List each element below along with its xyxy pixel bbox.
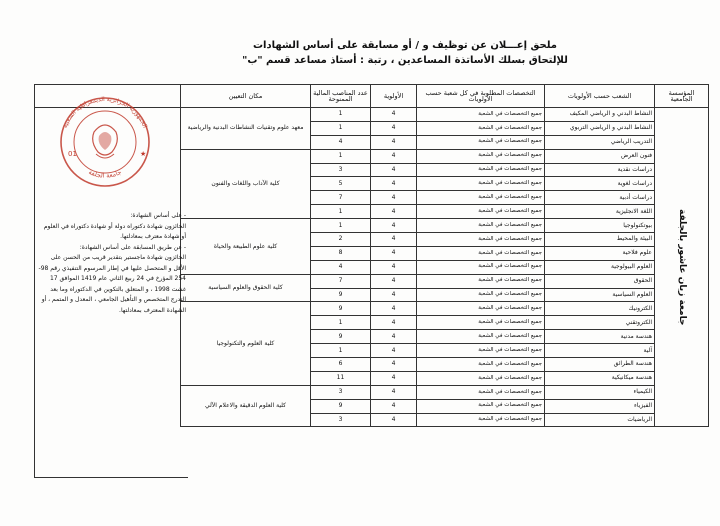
priority-cell: 4 bbox=[371, 108, 417, 122]
university-stamp bbox=[50, 90, 160, 190]
branch-cell: هندسة ميكانيكية bbox=[545, 371, 655, 385]
branch-cell: دراسات نقدية bbox=[545, 163, 655, 177]
branch-cell: اللغة الانجليزية bbox=[545, 205, 655, 219]
priority-cell: 4 bbox=[371, 274, 417, 288]
posts-cell: 3 bbox=[311, 163, 371, 177]
branch-cell: العلوم السياسية bbox=[545, 288, 655, 302]
posts-cell: 7 bbox=[311, 191, 371, 205]
branch-cell: الكترونيك bbox=[545, 302, 655, 316]
branch-cell: الكتروتقني bbox=[545, 316, 655, 330]
priority-cell: 4 bbox=[371, 246, 417, 260]
stamp-top-text: الجمهورية الجزائرية الديمقراطية الشعبية bbox=[61, 95, 149, 130]
priority-cell: 4 bbox=[371, 344, 417, 358]
specialty-cell: جميع التخصصات في الشعبة bbox=[417, 177, 545, 191]
place-cell: كلية العلوم والتكنولوجيا bbox=[181, 302, 311, 385]
specialty-cell: جميع التخصصات في الشعبة bbox=[417, 149, 545, 163]
table-body bbox=[181, 108, 709, 427]
specialty-cell: جميع التخصصات في الشعبة bbox=[417, 288, 545, 302]
specialty-cell: جميع التخصصات في الشعبة bbox=[417, 246, 545, 260]
stamp-emblem-icon bbox=[93, 125, 118, 158]
branch-cell: دراسات أدبية bbox=[545, 191, 655, 205]
specialty-cell: جميع التخصصات في الشعبة bbox=[417, 274, 545, 288]
priority-cell: 4 bbox=[371, 205, 417, 219]
specialty-cell: جميع التخصصات في الشعبة bbox=[417, 108, 545, 122]
note-line-2: الحائزون شهادة دكتوراه دولة أو شهادة دكتوراه في العلوم أو شهادة معترف بمعادلتها. bbox=[43, 222, 186, 240]
specialty-cell: جميع التخصصات في الشعبة bbox=[417, 358, 545, 372]
priority-cell: 4 bbox=[371, 413, 417, 427]
priority-cell: 4 bbox=[371, 358, 417, 372]
conditions-text bbox=[35, 211, 189, 316]
specialty-cell: جميع التخصصات في الشعبة bbox=[417, 233, 545, 247]
announcement-title: ملحق إعـــلان عن توظيف و / أو مسابقة على أساس الشهادات bbox=[252, 40, 558, 51]
posts-cell: 1 bbox=[311, 316, 371, 330]
specialty-cell: جميع التخصصات في الشعبة bbox=[417, 330, 545, 344]
posts-cell: 9 bbox=[311, 399, 371, 413]
specialty-cell: جميع التخصصات في الشعبة bbox=[417, 413, 545, 427]
posts-cell: 1 bbox=[311, 219, 371, 233]
priority-cell: 4 bbox=[371, 233, 417, 247]
table-header-row bbox=[181, 85, 709, 108]
branch-cell: آلية bbox=[545, 344, 655, 358]
svg-text:الجمهورية الجزائرية الديمقراطي bbox=[62, 96, 149, 129]
specialty-cell: جميع التخصصات في الشعبة bbox=[417, 344, 545, 358]
specialty-cell: جميع التخصصات في الشعبة bbox=[417, 260, 545, 274]
specialty-cell: جميع التخصصات في الشعبة bbox=[417, 205, 545, 219]
place-cell: كلية الحقوق والعلوم السياسية bbox=[181, 274, 311, 302]
priority-cell: 4 bbox=[371, 149, 417, 163]
priority-cell: 4 bbox=[371, 121, 417, 135]
table-row bbox=[181, 302, 709, 316]
specialty-cell: جميع التخصصات في الشعبة bbox=[417, 399, 545, 413]
posts-cell: 1 bbox=[311, 149, 371, 163]
positions-table bbox=[180, 84, 709, 427]
specialty-cell: جميع التخصصات في الشعبة bbox=[417, 371, 545, 385]
table-row bbox=[181, 385, 709, 399]
svg-text:جامعة الجلفة bbox=[87, 168, 123, 180]
branch-cell: علوم فلاحية bbox=[545, 246, 655, 260]
col-specialties: التخصصات المطلوبة في كل شعبة حسب الأولويات bbox=[417, 85, 545, 108]
branch-cell: التدريب الرياضي bbox=[545, 135, 655, 149]
specialty-cell: جميع التخصصات في الشعبة bbox=[417, 121, 545, 135]
posts-cell: 9 bbox=[311, 302, 371, 316]
branch-cell: هندسة مدنية bbox=[545, 330, 655, 344]
priority-cell: 4 bbox=[371, 288, 417, 302]
priority-cell: 4 bbox=[371, 219, 417, 233]
posts-cell: 4 bbox=[311, 260, 371, 274]
posts-cell: 4 bbox=[311, 135, 371, 149]
priority-cell: 4 bbox=[371, 191, 417, 205]
col-branches: الشعب حسب الأولويات bbox=[545, 85, 655, 108]
branch-cell: النشاط البدني و الرياضي المكيف bbox=[545, 108, 655, 122]
announcement-subtitle: للإلتحاق بسلك الأساتذة المساعدين ، رتبة : أستاذ مساعد قسم "ب" bbox=[242, 55, 568, 66]
branch-cell: الحقوق bbox=[545, 274, 655, 288]
col-institution: المؤسسة الجامعية bbox=[655, 85, 709, 108]
col-posts: عدد المناصب المالية الممنوحة bbox=[311, 85, 371, 108]
posts-cell: 3 bbox=[311, 385, 371, 399]
priority-cell: 4 bbox=[371, 260, 417, 274]
priority-cell: 4 bbox=[371, 399, 417, 413]
posts-cell: 9 bbox=[311, 330, 371, 344]
stamp-number: 01 bbox=[68, 150, 77, 158]
place-cell: كلية العلوم الدقيقة والاعلام الآلي bbox=[181, 385, 311, 427]
note-line-1: - على أساس الشهادة: bbox=[130, 212, 186, 219]
place-cell: كلية علوم الطبيعة والحياة bbox=[181, 219, 311, 275]
posts-cell: 1 bbox=[311, 344, 371, 358]
institution-cell: جامعة زيان عاشور بالجلفة bbox=[655, 108, 709, 427]
stamp-bottom-text: جامعة الجلفة bbox=[87, 167, 123, 180]
branch-cell: الرياضيات bbox=[545, 413, 655, 427]
posts-cell: 1 bbox=[311, 108, 371, 122]
place-cell: كلية الآداب واللغات والفنون bbox=[181, 149, 311, 218]
posts-cell: 7 bbox=[311, 274, 371, 288]
specialty-cell: جميع التخصصات في الشعبة bbox=[417, 302, 545, 316]
priority-cell: 4 bbox=[371, 177, 417, 191]
place-cell: معهد علوم وتقنيات النشاطات البدنية والرياضية bbox=[181, 108, 311, 150]
posts-cell: 2 bbox=[311, 233, 371, 247]
col-place: مكان التعيين bbox=[181, 85, 311, 108]
posts-cell: 9 bbox=[311, 288, 371, 302]
specialty-cell: جميع التخصصات في الشعبة bbox=[417, 135, 545, 149]
specialty-cell: جميع التخصصات في الشعبة bbox=[417, 219, 545, 233]
priority-cell: 4 bbox=[371, 316, 417, 330]
note-line-3: - عن طريق المسابقة على أساس الشهادة: bbox=[79, 243, 186, 251]
posts-cell: 5 bbox=[311, 177, 371, 191]
posts-cell: 6 bbox=[311, 358, 371, 372]
priority-cell: 4 bbox=[371, 163, 417, 177]
branch-cell: الكيمياء bbox=[545, 385, 655, 399]
priority-cell: 4 bbox=[371, 371, 417, 385]
branch-cell: العلوم البيولوجية bbox=[545, 260, 655, 274]
branch-cell: البيئة والمحيط bbox=[545, 233, 655, 247]
specialty-cell: جميع التخصصات في الشعبة bbox=[417, 163, 545, 177]
priority-cell: 4 bbox=[371, 385, 417, 399]
stamp-star-icon: ★ bbox=[140, 150, 147, 158]
branch-cell: هندسة الطرائق bbox=[545, 358, 655, 372]
posts-cell: 1 bbox=[311, 205, 371, 219]
specialty-cell: جميع التخصصات في الشعبة bbox=[417, 191, 545, 205]
posts-cell: 3 bbox=[311, 413, 371, 427]
priority-cell: 4 bbox=[371, 330, 417, 344]
priority-cell: 4 bbox=[371, 302, 417, 316]
table-row bbox=[181, 274, 709, 288]
branch-cell: دراسات لغوية bbox=[545, 177, 655, 191]
posts-cell: 11 bbox=[311, 371, 371, 385]
specialty-cell: جميع التخصصات في الشعبة bbox=[417, 385, 545, 399]
specialty-cell: جميع التخصصات في الشعبة bbox=[417, 316, 545, 330]
priority-cell: 4 bbox=[371, 135, 417, 149]
table-row bbox=[181, 219, 709, 233]
table-row bbox=[181, 149, 709, 163]
branch-cell: فنون العرض bbox=[545, 149, 655, 163]
note-line-4: الحائزون شهادة ماجستير بتقدير قريب من الحسن على الأقل و المتحصل عليها في إطار المرسوم التنفيذي رقم 98-254 المؤرخ في 24 ربيع الثاني عام 1419 الموافق 17 غشت 1998 ، و المتعلق بالتكوين في الدكتوراه وما بعد التدرج المتخصص و التأهيل الجامعي ، المعدل و المتمم ، أو الشهادة المعترف بمعادلتها. bbox=[38, 254, 186, 314]
branch-cell: الفيزياء bbox=[545, 399, 655, 413]
posts-cell: 8 bbox=[311, 246, 371, 260]
branch-cell: النشاط البدني و الرياضي التربوي bbox=[545, 121, 655, 135]
table-row bbox=[181, 108, 709, 122]
col-priority: الأولوية bbox=[371, 85, 417, 108]
branch-cell: بيوتكنولوجيا bbox=[545, 219, 655, 233]
posts-cell: 1 bbox=[311, 121, 371, 135]
